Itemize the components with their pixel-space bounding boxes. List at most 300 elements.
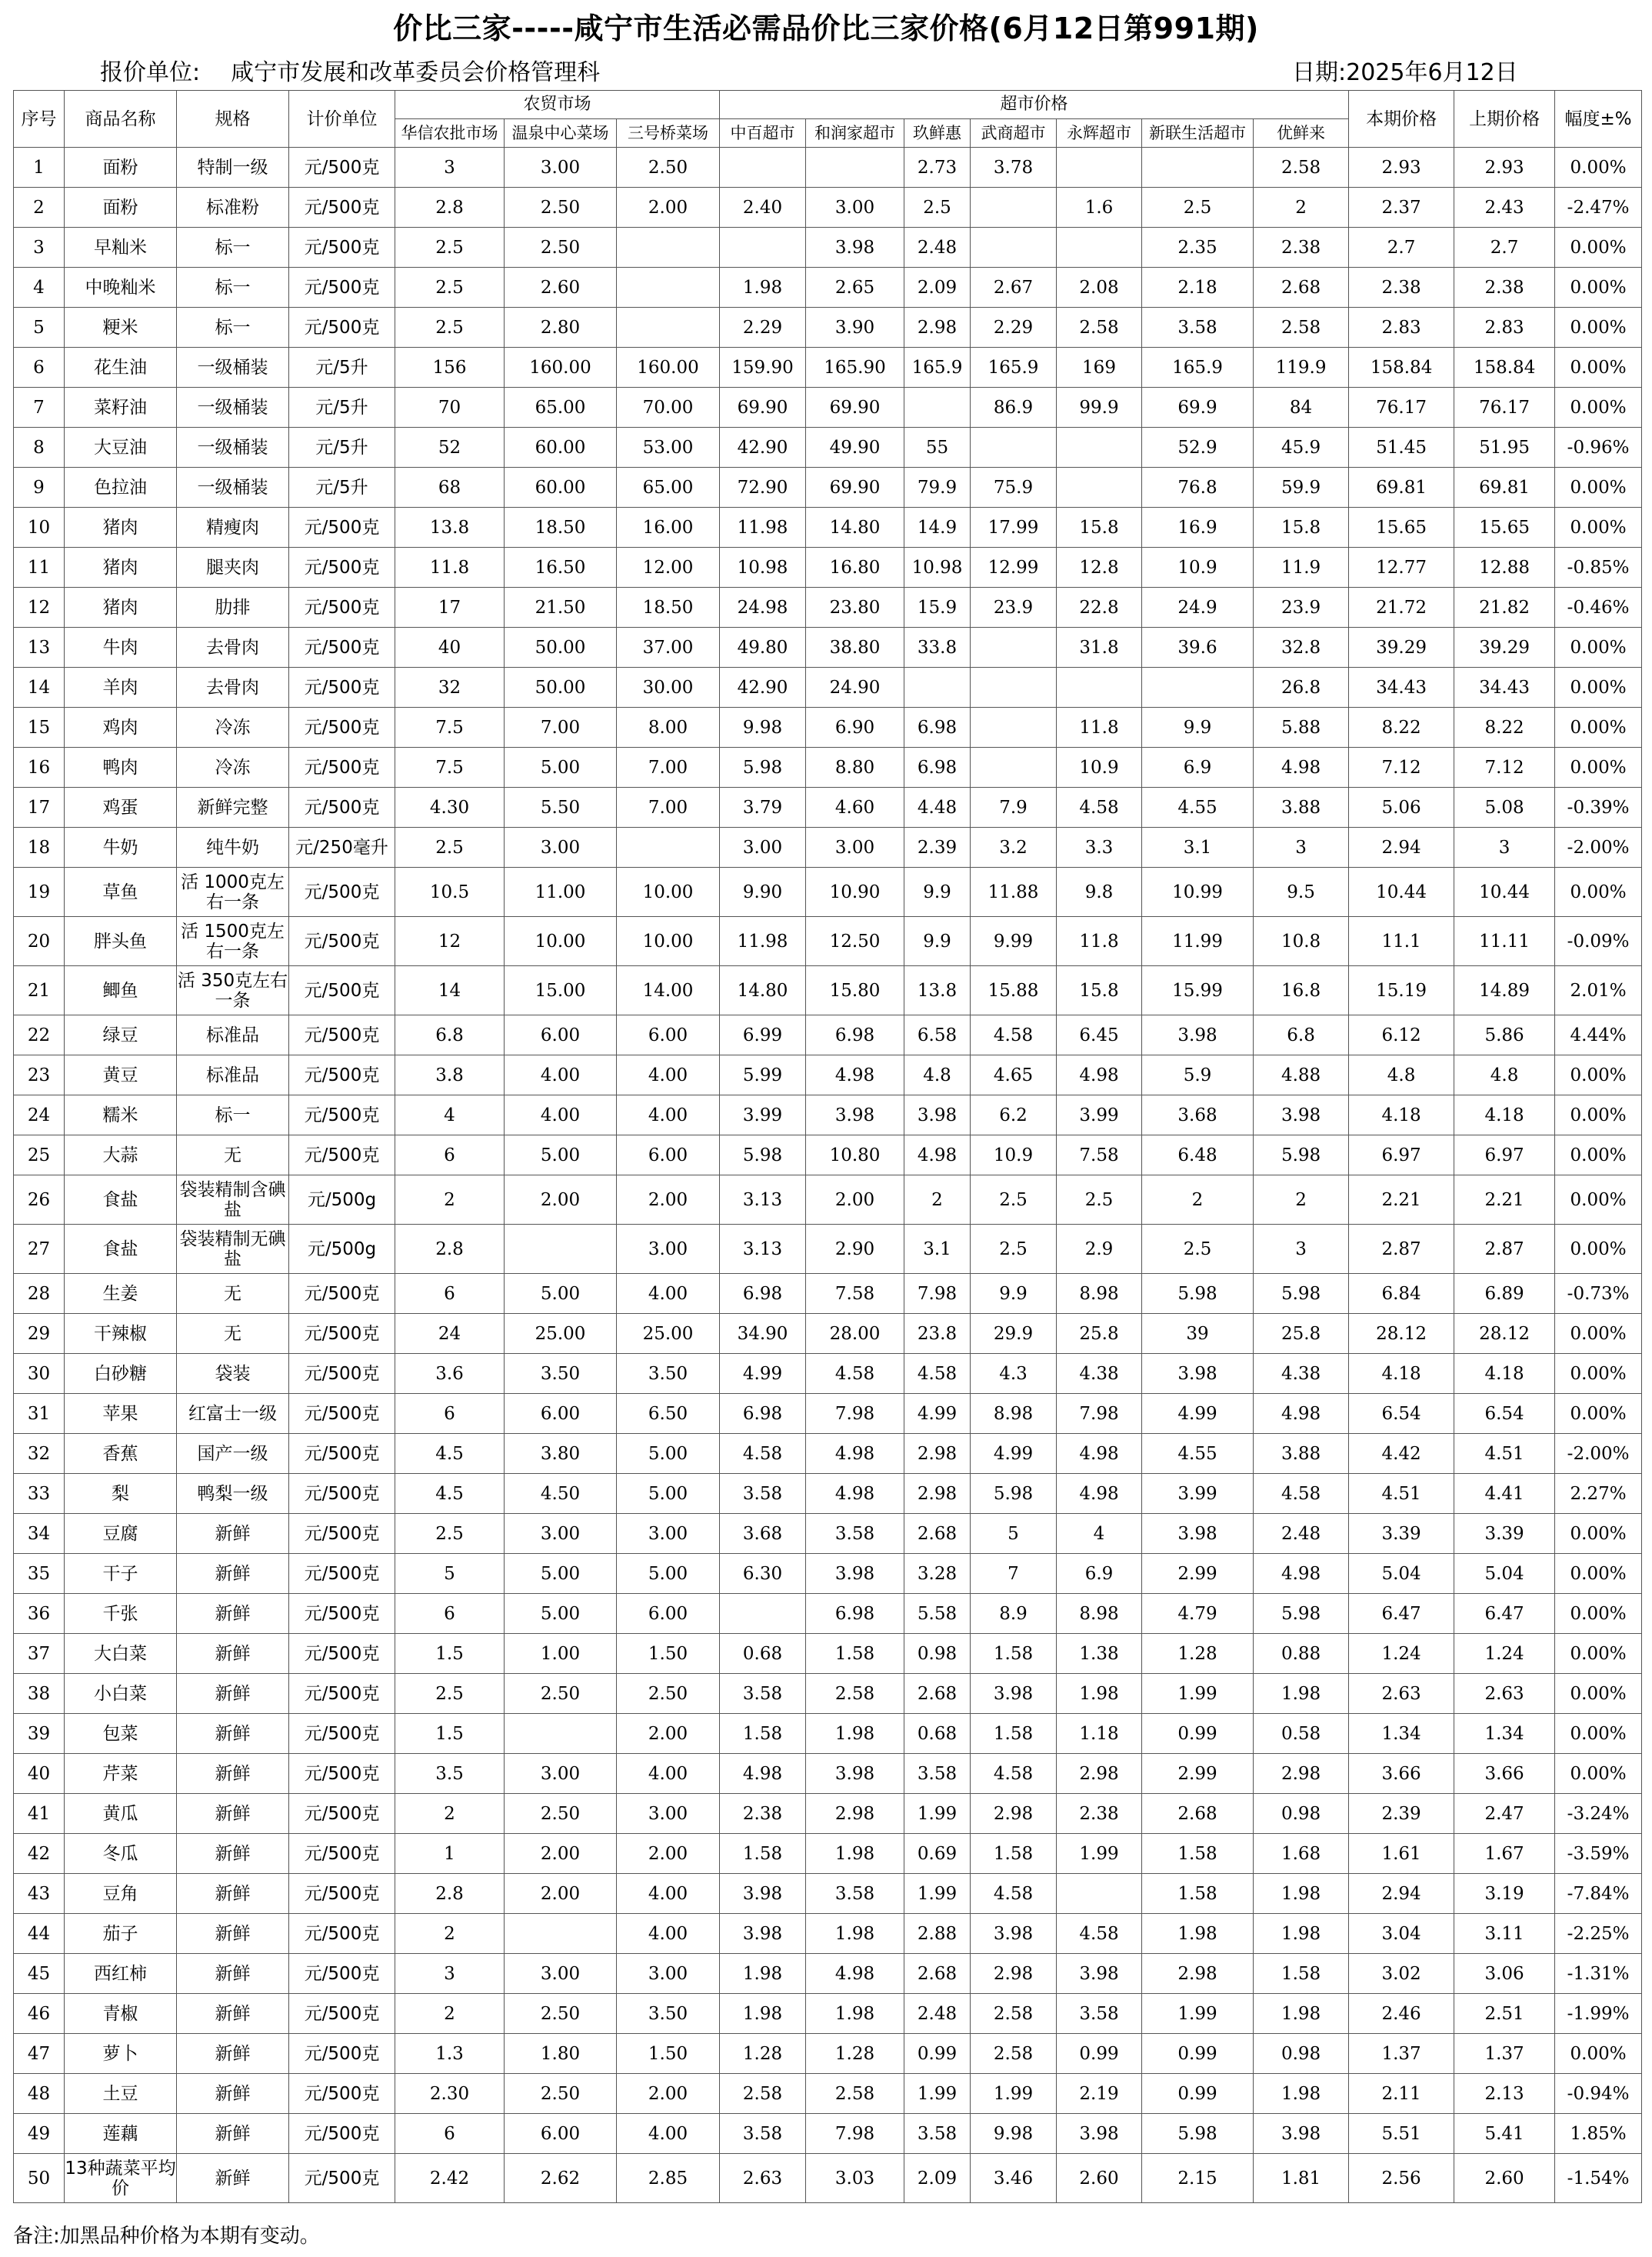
pricing-unit: 元/500克 — [289, 188, 395, 228]
footnote: 备注:加黑品种价格为本期有变动。 — [13, 2225, 320, 2248]
product-name: 干辣椒 — [65, 1314, 177, 1354]
store-price: 11.99 — [1142, 917, 1254, 966]
store-price: 3.00 — [505, 148, 617, 188]
product-name: 大白菜 — [65, 1634, 177, 1674]
pricing-unit: 元/500克 — [289, 1834, 395, 1874]
pricing-unit: 元/500克 — [289, 668, 395, 708]
pricing-unit: 元/500g — [289, 1175, 395, 1225]
store-price: 17.99 — [971, 508, 1057, 548]
pricing-unit: 元/500克 — [289, 1794, 395, 1834]
price-change: 4.44% — [1555, 1015, 1642, 1055]
table-row — [14, 388, 1642, 428]
previous-price: 2.87 — [1454, 1225, 1555, 1274]
store-price: 7.58 — [806, 1274, 904, 1314]
store-price: 2.30 — [395, 2074, 505, 2114]
store-price — [904, 668, 971, 708]
previous-price: 5.86 — [1454, 1015, 1555, 1055]
store-price: 25.8 — [1254, 1314, 1349, 1354]
store-price: 49.80 — [720, 628, 806, 668]
price-change: 0.00% — [1555, 708, 1642, 748]
store-price: 4.58 — [971, 1874, 1057, 1914]
store-price: 15.9 — [904, 588, 971, 628]
store-price: 3.98 — [1254, 2114, 1349, 2154]
store-price: 3.98 — [1057, 1954, 1142, 1994]
product-name: 粳米 — [65, 308, 177, 348]
price-change: -0.85% — [1555, 548, 1642, 588]
store-price: 8.98 — [1057, 1274, 1142, 1314]
store-price: 2.00 — [617, 1175, 720, 1225]
product-spec: 活 1000克左右一条 — [177, 868, 289, 917]
store-price: 4.79 — [1142, 1594, 1254, 1634]
product-name: 面粉 — [65, 148, 177, 188]
row-number: 21 — [14, 966, 65, 1015]
header-name: 商品名称 — [65, 91, 177, 148]
table-row — [14, 1514, 1642, 1554]
pricing-unit: 元/500克 — [289, 1714, 395, 1754]
product-spec: 活 1500克左右一条 — [177, 917, 289, 966]
store-price: 2.98 — [904, 1434, 971, 1474]
product-name: 干子 — [65, 1554, 177, 1594]
store-price: 3 — [395, 1954, 505, 1994]
store-price: 30.00 — [617, 668, 720, 708]
price-change: -2.00% — [1555, 828, 1642, 868]
store-price: 6.48 — [1142, 1135, 1254, 1175]
store-price: 70 — [395, 388, 505, 428]
pricing-unit: 元/500克 — [289, 228, 395, 268]
header-store: 永辉超市 — [1057, 119, 1142, 148]
previous-price: 51.95 — [1454, 428, 1555, 468]
pricing-unit: 元/500克 — [289, 748, 395, 788]
store-price: 11.9 — [1254, 548, 1349, 588]
row-number: 15 — [14, 708, 65, 748]
store-price: 1.28 — [720, 2034, 806, 2074]
store-price: 1.99 — [1142, 1674, 1254, 1714]
store-price: 15.8 — [1057, 508, 1142, 548]
product-spec: 新鲜 — [177, 1954, 289, 1994]
row-number: 8 — [14, 428, 65, 468]
previous-price: 5.04 — [1454, 1554, 1555, 1594]
header-store: 新联生活超市 — [1142, 119, 1254, 148]
store-price: 2.65 — [806, 268, 904, 308]
row-number: 46 — [14, 1994, 65, 2034]
previous-price: 3.06 — [1454, 1954, 1555, 1994]
price-table — [13, 90, 1642, 2203]
previous-price: 10.44 — [1454, 868, 1555, 917]
price-change: -1.99% — [1555, 1994, 1642, 2034]
product-name: 生姜 — [65, 1274, 177, 1314]
store-price: 156 — [395, 348, 505, 388]
table-row — [14, 468, 1642, 508]
store-price: 86.9 — [971, 388, 1057, 428]
store-price: 22.8 — [1057, 588, 1142, 628]
store-price: 14.9 — [904, 508, 971, 548]
store-price: 2.15 — [1142, 2154, 1254, 2203]
previous-price: 69.81 — [1454, 468, 1555, 508]
store-price: 0.58 — [1254, 1714, 1349, 1754]
store-price: 2.58 — [806, 1674, 904, 1714]
product-name: 青椒 — [65, 1994, 177, 2034]
store-price — [971, 668, 1057, 708]
store-price: 2.58 — [720, 2074, 806, 2114]
store-price: 5.98 — [720, 748, 806, 788]
header-unit: 计价单位 — [289, 91, 395, 148]
report-date — [1292, 55, 1615, 91]
store-price: 25.00 — [505, 1314, 617, 1354]
store-price: 5.98 — [1254, 1274, 1349, 1314]
store-price: 3 — [1254, 828, 1349, 868]
store-price: 2.00 — [505, 1874, 617, 1914]
store-price: 0.99 — [1142, 2034, 1254, 2074]
store-price: 3.50 — [505, 1354, 617, 1394]
current-price: 28.12 — [1349, 1314, 1454, 1354]
store-price: 4.00 — [617, 1274, 720, 1314]
store-price: 4.98 — [1254, 1394, 1349, 1434]
store-price: 2.50 — [505, 2074, 617, 2114]
store-price: 2.8 — [395, 1225, 505, 1274]
store-price: 6.9 — [1057, 1554, 1142, 1594]
store-price: 6.90 — [806, 708, 904, 748]
store-price: 8.9 — [971, 1594, 1057, 1634]
price-change: 0.00% — [1555, 1594, 1642, 1634]
previous-price: 8.22 — [1454, 708, 1555, 748]
store-price: 6.00 — [617, 1594, 720, 1634]
store-price: 1 — [395, 1834, 505, 1874]
store-price: 11.8 — [1057, 917, 1142, 966]
store-price: 4.58 — [720, 1434, 806, 1474]
row-number: 11 — [14, 548, 65, 588]
product-spec: 纯牛奶 — [177, 828, 289, 868]
store-price: 3.00 — [505, 1754, 617, 1794]
store-price: 24.90 — [806, 668, 904, 708]
product-spec: 腿夹肉 — [177, 548, 289, 588]
table-row — [14, 1594, 1642, 1634]
store-price: 4.65 — [971, 1055, 1057, 1095]
row-number: 5 — [14, 308, 65, 348]
header-previous-price: 上期价格 — [1454, 91, 1555, 148]
store-price: 3.00 — [505, 1514, 617, 1554]
current-price: 2.94 — [1349, 828, 1454, 868]
pricing-unit: 元/500克 — [289, 1055, 395, 1095]
product-name: 鸭肉 — [65, 748, 177, 788]
store-price: 45.9 — [1254, 428, 1349, 468]
previous-price: 2.51 — [1454, 1994, 1555, 2034]
price-change: 0.00% — [1555, 748, 1642, 788]
store-price: 1.6 — [1057, 188, 1142, 228]
store-price: 4.5 — [395, 1474, 505, 1514]
previous-price: 34.43 — [1454, 668, 1555, 708]
store-price: 4.98 — [1057, 1474, 1142, 1514]
store-price: 16.8 — [1254, 966, 1349, 1015]
store-price: 16.00 — [617, 508, 720, 548]
reporting-unit-label: 报价单位: — [100, 59, 201, 86]
header-store: 温泉中心菜场 — [505, 119, 617, 148]
store-price: 99.9 — [1057, 388, 1142, 428]
product-spec: 肋排 — [177, 588, 289, 628]
previous-price: 2.93 — [1454, 148, 1555, 188]
current-price: 2.93 — [1349, 148, 1454, 188]
store-price — [904, 388, 971, 428]
row-number: 42 — [14, 1834, 65, 1874]
product-name: 面粉 — [65, 188, 177, 228]
store-price — [720, 1594, 806, 1634]
current-price: 15.65 — [1349, 508, 1454, 548]
price-change: 0.00% — [1555, 1135, 1642, 1175]
store-price: 4.88 — [1254, 1055, 1349, 1095]
store-price: 2.73 — [904, 148, 971, 188]
store-price: 3.58 — [806, 1874, 904, 1914]
price-change: 0.00% — [1555, 308, 1642, 348]
store-price: 2.58 — [971, 1994, 1057, 2034]
page-title: 价比三家-----咸宁市生活必需品价比三家价格(6月12日第991期) — [393, 12, 1259, 45]
header-store: 玖鲜惠 — [904, 119, 971, 148]
current-price: 5.51 — [1349, 2114, 1454, 2154]
store-price: 3.00 — [505, 828, 617, 868]
row-number: 38 — [14, 1674, 65, 1714]
current-price: 6.54 — [1349, 1394, 1454, 1434]
price-change: -1.54% — [1555, 2154, 1642, 2203]
pricing-unit: 元/500克 — [289, 508, 395, 548]
store-price: 2.48 — [904, 1994, 971, 2034]
store-price: 2.00 — [617, 2074, 720, 2114]
store-price: 3.98 — [720, 1874, 806, 1914]
store-price — [1057, 228, 1142, 268]
store-price: 5.88 — [1254, 708, 1349, 748]
previous-price: 14.89 — [1454, 966, 1555, 1015]
store-price: 33.8 — [904, 628, 971, 668]
product-spec: 新鲜 — [177, 2074, 289, 2114]
store-price: 6.00 — [617, 1135, 720, 1175]
store-price — [720, 228, 806, 268]
store-price: 1.98 — [720, 1994, 806, 2034]
store-price: 3.98 — [1142, 1015, 1254, 1055]
price-change: -1.31% — [1555, 1954, 1642, 1994]
product-spec: 红富士一级 — [177, 1394, 289, 1434]
price-change: 0.00% — [1555, 228, 1642, 268]
store-price: 2.5 — [395, 228, 505, 268]
store-price: 2.5 — [1142, 1225, 1254, 1274]
store-price: 2.50 — [617, 1674, 720, 1714]
store-price: 0.99 — [1057, 2034, 1142, 2074]
store-price: 3.98 — [806, 1554, 904, 1594]
store-price: 3.98 — [806, 1095, 904, 1135]
store-price: 4.55 — [1142, 1434, 1254, 1474]
store-price: 5.98 — [1142, 2114, 1254, 2154]
row-number: 3 — [14, 228, 65, 268]
row-number: 7 — [14, 388, 65, 428]
current-price: 158.84 — [1349, 348, 1454, 388]
store-price: 2.00 — [806, 1175, 904, 1225]
store-price: 9.99 — [971, 917, 1057, 966]
store-price: 1.58 — [720, 1834, 806, 1874]
store-price: 3.88 — [1254, 1434, 1349, 1474]
product-spec: 新鲜 — [177, 1674, 289, 1714]
table-row — [14, 1914, 1642, 1954]
store-price: 9.9 — [904, 868, 971, 917]
store-price: 11.00 — [505, 868, 617, 917]
store-price: 15.80 — [806, 966, 904, 1015]
price-change: -0.96% — [1555, 428, 1642, 468]
store-price: 2.98 — [806, 1794, 904, 1834]
row-number: 32 — [14, 1434, 65, 1474]
store-price: 1.98 — [806, 1834, 904, 1874]
pricing-unit: 元/500克 — [289, 268, 395, 308]
table-row — [14, 1095, 1642, 1135]
store-price: 3.98 — [720, 1914, 806, 1954]
store-price: 2.68 — [1254, 268, 1349, 308]
previous-price: 1.37 — [1454, 2034, 1555, 2074]
store-price: 16.9 — [1142, 508, 1254, 548]
store-price: 7 — [971, 1554, 1057, 1594]
product-name: 13种蔬菜平均价 — [65, 2154, 177, 2203]
store-price: 4.50 — [505, 1474, 617, 1514]
store-price: 1.5 — [395, 1634, 505, 1674]
pricing-unit: 元/500克 — [289, 917, 395, 966]
previous-price: 3.66 — [1454, 1754, 1555, 1794]
store-price: 6.00 — [505, 2114, 617, 2154]
price-change: -2.47% — [1555, 188, 1642, 228]
store-price — [617, 268, 720, 308]
row-number: 1 — [14, 148, 65, 188]
product-name: 鲫鱼 — [65, 966, 177, 1015]
table-row — [14, 966, 1642, 1015]
product-spec: 新鲜 — [177, 1914, 289, 1954]
store-price: 42.90 — [720, 668, 806, 708]
store-price: 6.98 — [806, 1594, 904, 1634]
store-price: 4.98 — [806, 1954, 904, 1994]
previous-price: 6.47 — [1454, 1594, 1555, 1634]
store-price: 10.00 — [617, 917, 720, 966]
store-price: 60.00 — [505, 428, 617, 468]
product-name: 豆角 — [65, 1874, 177, 1914]
pricing-unit: 元/500克 — [289, 148, 395, 188]
table-row — [14, 508, 1642, 548]
store-price: 2 — [395, 1794, 505, 1834]
product-name: 黄瓜 — [65, 1794, 177, 1834]
store-price: 10.98 — [720, 548, 806, 588]
store-price: 2.8 — [395, 188, 505, 228]
store-price: 1.58 — [971, 1714, 1057, 1754]
store-price: 10.9 — [1142, 548, 1254, 588]
table-row — [14, 828, 1642, 868]
store-price: 2.38 — [1254, 228, 1349, 268]
product-spec: 无 — [177, 1274, 289, 1314]
store-price: 16.80 — [806, 548, 904, 588]
price-change: -3.24% — [1555, 1794, 1642, 1834]
current-price: 4.18 — [1349, 1354, 1454, 1394]
store-price: 2.09 — [904, 268, 971, 308]
store-price: 76.8 — [1142, 468, 1254, 508]
product-spec: 国产一级 — [177, 1434, 289, 1474]
store-price: 8.00 — [617, 708, 720, 748]
store-price: 15.99 — [1142, 966, 1254, 1015]
store-price: 165.9 — [904, 348, 971, 388]
row-number: 35 — [14, 1554, 65, 1594]
store-price: 4.30 — [395, 788, 505, 828]
product-name: 莲藕 — [65, 2114, 177, 2154]
store-price: 68 — [395, 468, 505, 508]
store-price: 9.8 — [1057, 868, 1142, 917]
current-price: 2.94 — [1349, 1874, 1454, 1914]
store-price: 10.99 — [1142, 868, 1254, 917]
store-price: 5 — [395, 1554, 505, 1594]
current-price: 2.46 — [1349, 1994, 1454, 2034]
product-spec: 冷冻 — [177, 708, 289, 748]
product-spec: 无 — [177, 1135, 289, 1175]
store-price: 39.6 — [1142, 628, 1254, 668]
store-price — [505, 1714, 617, 1754]
store-price: 13.8 — [904, 966, 971, 1015]
store-price: 15.88 — [971, 966, 1057, 1015]
store-price: 69.90 — [806, 388, 904, 428]
table-row — [14, 917, 1642, 966]
price-change: 0.00% — [1555, 1674, 1642, 1714]
current-price: 2.63 — [1349, 1674, 1454, 1714]
row-number: 14 — [14, 668, 65, 708]
row-number: 29 — [14, 1314, 65, 1354]
store-price: 2.98 — [971, 1954, 1057, 1994]
product-spec: 标一 — [177, 228, 289, 268]
store-price: 1.5 — [395, 1714, 505, 1754]
price-change: 1.85% — [1555, 2114, 1642, 2154]
header-store: 优鲜来 — [1254, 119, 1349, 148]
price-change: -0.46% — [1555, 588, 1642, 628]
store-price: 3.58 — [720, 1674, 806, 1714]
current-price: 6.47 — [1349, 1594, 1454, 1634]
store-price: 3.50 — [617, 1354, 720, 1394]
store-price: 75.9 — [971, 468, 1057, 508]
store-price: 10.5 — [395, 868, 505, 917]
row-number: 19 — [14, 868, 65, 917]
product-spec: 新鲜 — [177, 1794, 289, 1834]
price-change: 0.00% — [1555, 388, 1642, 428]
store-price: 169 — [1057, 348, 1142, 388]
store-price: 160.00 — [617, 348, 720, 388]
store-price: 18.50 — [617, 588, 720, 628]
pricing-unit: 元/500克 — [289, 1754, 395, 1794]
table-row — [14, 1314, 1642, 1354]
store-price: 3.00 — [505, 1954, 617, 1994]
product-spec: 新鲜 — [177, 1754, 289, 1794]
store-price: 2.9 — [1057, 1225, 1142, 1274]
store-price: 9.9 — [1142, 708, 1254, 748]
product-name: 苹果 — [65, 1394, 177, 1434]
table-row — [14, 1015, 1642, 1055]
pricing-unit: 元/5升 — [289, 388, 395, 428]
store-price: 11.88 — [971, 868, 1057, 917]
store-price: 6 — [395, 1594, 505, 1634]
store-price: 3.58 — [806, 1514, 904, 1554]
store-price: 2.60 — [1057, 2154, 1142, 2203]
store-price: 24 — [395, 1314, 505, 1354]
store-price: 2.68 — [1142, 1794, 1254, 1834]
store-price: 49.90 — [806, 428, 904, 468]
price-change: -0.39% — [1555, 788, 1642, 828]
store-price: 3.98 — [904, 1095, 971, 1135]
product-spec: 精瘦肉 — [177, 508, 289, 548]
header-store: 武商超市 — [971, 119, 1057, 148]
store-price: 32.8 — [1254, 628, 1349, 668]
store-price: 3.46 — [971, 2154, 1057, 2203]
table-row — [14, 1554, 1642, 1594]
pricing-unit: 元/500克 — [289, 308, 395, 348]
row-number: 47 — [14, 2034, 65, 2074]
current-price: 15.19 — [1349, 966, 1454, 1015]
store-price: 2.08 — [1057, 268, 1142, 308]
current-price: 4.18 — [1349, 1095, 1454, 1135]
previous-price: 28.12 — [1454, 1314, 1555, 1354]
header-store: 华信农批市场 — [395, 119, 505, 148]
store-price: 18.50 — [505, 508, 617, 548]
